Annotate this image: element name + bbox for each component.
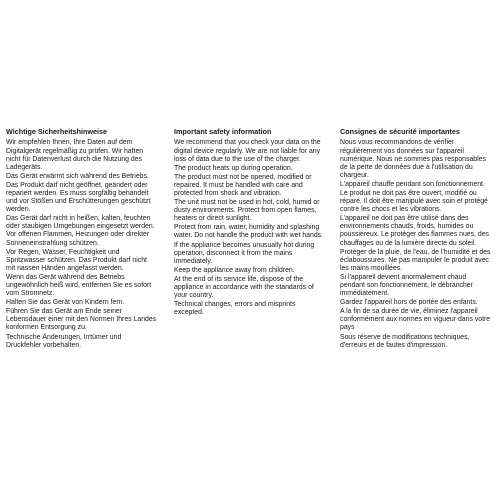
paragraph: Führen Sie das Gerät am Ende seiner Lebensdauer einer mit den Normen Ihres Landes konformen Entsorgung zu.	[6, 308, 157, 332]
column-heading: Important safety information	[174, 127, 272, 136]
paragraph: Technical changes, errors and misprints excepted.	[174, 301, 296, 317]
paragraph: The unit must not be used in hot, cold, humid or dusty environments. Protect from open flames, heaters or direct sunlight.	[174, 199, 320, 223]
paragraph: Keep the appliance away from children.	[174, 266, 295, 274]
paragraph: Das Gerät erwärmt sich während des Betriebs.	[6, 172, 149, 180]
paragraph: Le produit ne doit pas être ouvert, modifié ou réparé. Il doit être manipulé avec soin et protégé contre les chocs et les vibrations.	[340, 189, 488, 214]
column-heading: Wichtige Sicherheitshinweise	[6, 127, 107, 136]
paragraph: Nous vous recommandons de vérifier régulièrement vos données sur l'appareil numérique. Nous ne sommes pas responsables de la perte de données due à l'utilisation du chargeur.	[340, 139, 486, 179]
safety-column-german	[6, 128, 158, 351]
paragraph: The product must not be opened, modified or repaired. It must be handled with care and protected from shock and vibration.	[174, 173, 312, 197]
paragraph: We recommend that you check your data on the digital device regularly. We are not liable for any loss of data due to the use of the charger.	[174, 139, 321, 163]
paragraph: Gardez l'appareil hors de portée des enfants.	[340, 299, 478, 307]
paragraph: Wir empfehlen Ihnen, Ihre Daten auf dem Digitalgerät regelmäßig zu prüfen. Wir haften nicht für Datenverlust durch die Nutzung des Ladegeräts.	[6, 139, 144, 171]
safety-column-english	[174, 128, 326, 318]
paragraph: Si l'appareil devient anormalement chaud pendant son fonctionnement, le débrancher immédiatement.	[340, 273, 473, 298]
paragraph: Protéger de la pluie, de l'eau, de l'humidité et des éclaboussures. Ne pas manipuler le produit avec les mains mouillées.	[340, 248, 491, 272]
column-heading: Consignes de sécurité importantes	[340, 127, 460, 136]
paragraph: Wenn das Gerät während des Betriebs ungewöhnlich heiß wird, entfernen Sie es sofort vom Stromnetz.	[6, 273, 152, 298]
paragraph: Das Produkt darf nicht geöffnet, geändert oder repariert werden. Es muss sorgfältig behandelt und vor Stößen und Erschütterungen geschützt werden.	[6, 181, 151, 214]
paragraph: Sous réserve de modifications techniques, d'erreurs et de fautes d'impression.	[340, 333, 470, 349]
paragraph: The product heats up during operation.	[174, 164, 293, 172]
paragraph: L'appareil ne doit pas être utilisé dans des environnements chauds, froids, humides ou poussiéreux. Le protéger des flammes nues, des chauffages ou de la lumière directe du soleil.	[340, 215, 489, 247]
paragraph: If the appliance becomes unusually hot during operation, disconnect it from the mains immediately.	[174, 241, 315, 265]
paragraph: Halten Sie das Gerät von Kindern fern.	[6, 299, 125, 307]
paragraph: Technische Änderungen, Irrtümer und Druckfehler vorbehalten.	[6, 333, 122, 349]
paragraph: Protect from rain, water, humidity and splashing water. Do not handle the product with wet hands.	[174, 224, 324, 240]
paragraph: At the end of its service life, dispose of the appliance in accordance with the standards of your country.	[174, 275, 314, 300]
paragraph: Vor Regen, Wasser, Feuchtigkeit und Spritzwasser schützen. Das Produkt darf nicht mit nassen Händen angefasst werden.	[6, 248, 147, 272]
safety-column-french	[340, 128, 492, 351]
paragraph: L'appareil chauffe pendant son fonctionnement.	[340, 180, 485, 188]
paragraph: A la fin de sa durée de vie, éliminez l'appareil conformément aux normes en vigueur dans votre pays	[340, 308, 491, 332]
paragraph: Das Gerät darf nicht in heißen, kalten, feuchten oder staubigen Umgebungen eingesetzt werden. Vor offenen Flammen, Heizungen oder direkter Sonneneinstrahlung schützen.	[6, 215, 155, 247]
